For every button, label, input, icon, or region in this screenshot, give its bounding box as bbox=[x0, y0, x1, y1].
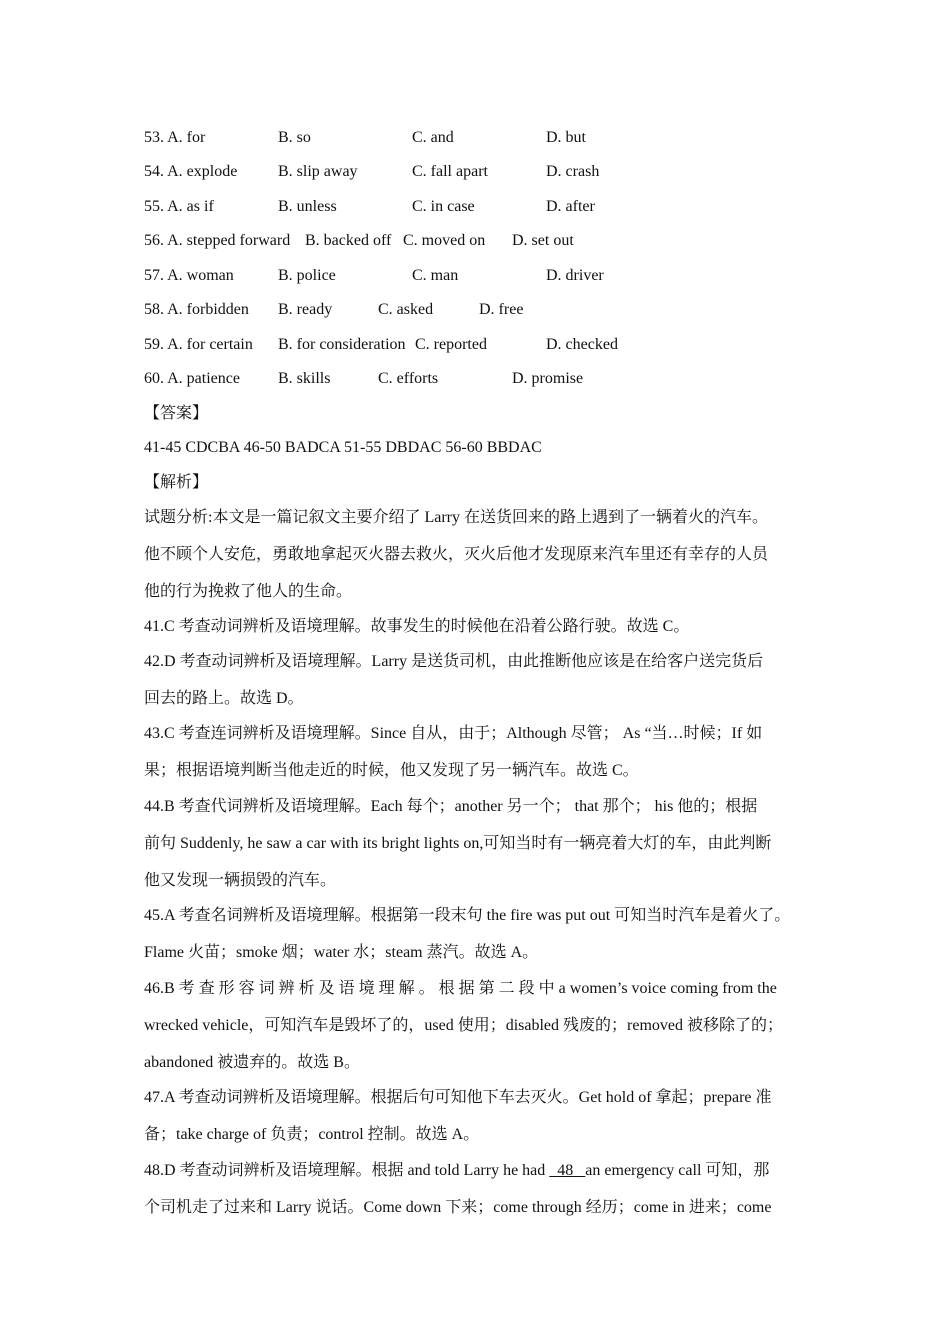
option-d: D. after bbox=[546, 198, 595, 215]
option-d: D. set out bbox=[512, 232, 574, 249]
explanation-48 bbox=[144, 1161, 816, 1181]
explanation-44: 44.B 考查代词辨析及语境理解。Each 每个；another 另一个； that 那个； his 他的；根据 bbox=[144, 798, 758, 815]
option-b: B. skills bbox=[278, 370, 331, 387]
analysis-line: 他的行为挽救了他人的生命。 bbox=[144, 583, 353, 600]
analysis-line: Flame 火苗；smoke 烟；water 水；steam 蒸汽。故选 A。 bbox=[144, 944, 539, 961]
explanation-42: 42.D 考查动词辨析及语境理解。Larry 是送货司机，由此推断他应该是在给客户送完货后 bbox=[144, 653, 764, 670]
option-a: 55. A. as if bbox=[144, 198, 214, 215]
analysis-line: 前句 Suddenly, he saw a car with its bright lights on,可知当时有一辆亮着大灯的车，由此判断 bbox=[144, 835, 772, 852]
explanation-46: 46.B 考 查 形 容 词 辨 析 及 语 境 理 解 。 根 据 第 二 段 中 a women’s voice coming from the bbox=[144, 980, 777, 997]
option-b: B. backed off bbox=[305, 232, 392, 249]
option-a: 56. A. stepped forward bbox=[144, 232, 291, 249]
option-c: C. asked bbox=[378, 301, 434, 318]
option-a: 58. A. forbidden bbox=[144, 301, 249, 318]
option-d: D. but bbox=[546, 129, 586, 146]
explanation-47: 47.A 考查动词辨析及语境理解。根据后句可知他下车去灭火。Get hold of 拿起；prepare 准 bbox=[144, 1089, 772, 1106]
option-b: B. police bbox=[278, 267, 336, 284]
option-c: C. fall apart bbox=[412, 163, 488, 180]
analysis-line: 他又发现一辆损毁的汽车。 bbox=[144, 872, 337, 889]
option-c: C. and bbox=[412, 129, 454, 146]
option-b: B. unless bbox=[278, 198, 337, 215]
analysis-line: 个司机走了过来和 Larry 说话。Come down 下来；come through 经历；come in 进来；come bbox=[144, 1199, 772, 1216]
explanation-48-text: 48.D 考查动词辨析及语境理解。根据 and told Larry he had bbox=[144, 1162, 546, 1179]
option-d: D. promise bbox=[512, 370, 584, 387]
option-b: B. so bbox=[278, 129, 311, 146]
explanation-48-tail: an emergency call 可知，那 bbox=[585, 1162, 770, 1179]
explanation-45: 45.A 考查名词辨析及语境理解。根据第一段末句 the fire was put out 可知当时汽车是着火了。 bbox=[144, 907, 791, 924]
option-d: D. driver bbox=[546, 267, 604, 284]
option-d: D. free bbox=[479, 301, 524, 318]
option-b: B. slip away bbox=[278, 163, 358, 180]
analysis-heading: 【解析】 bbox=[144, 474, 209, 491]
option-c: C. reported bbox=[415, 336, 487, 353]
option-c: C. man bbox=[412, 267, 459, 284]
option-a: 57. A. woman bbox=[144, 267, 234, 284]
analysis-line: 试题分析:本文是一篇记叙文主要介绍了 Larry 在送货回来的路上遇到了一辆着火的汽车。 bbox=[144, 509, 768, 526]
analysis-line: abandoned 被遗弃的。故选 B。 bbox=[144, 1054, 360, 1071]
answer-key: 41-45 CDCBA 46-50 BADCA 51-55 DBDAC 56-60 BBDAC bbox=[144, 439, 542, 456]
explanation-41: 41.C 考查动词辨析及语境理解。故事发生的时候他在沿着公路行驶。故选 C。 bbox=[144, 618, 690, 635]
analysis-line: 他不顾个人安危，勇敢地拿起灭火器去救火，灭火后他才发现原来汽车里还有幸存的人员 bbox=[144, 546, 769, 563]
option-a: 60. A. patience bbox=[144, 370, 240, 387]
option-d: D. crash bbox=[546, 163, 600, 180]
answer-heading: 【答案】 bbox=[144, 405, 209, 422]
option-c: C. in case bbox=[412, 198, 475, 215]
blank-48: 48 bbox=[557, 1162, 574, 1179]
analysis-line: wrecked vehicle，可知汽车是毁坏了的，used 使用；disabled 残废的；removed 被移除了的； bbox=[144, 1017, 784, 1034]
option-a: 53. A. for bbox=[144, 129, 206, 146]
option-a: 54. A. explode bbox=[144, 163, 238, 180]
option-a: 59. A. for certain bbox=[144, 336, 253, 353]
option-d: D. checked bbox=[546, 336, 618, 353]
option-b: B. ready bbox=[278, 301, 333, 318]
explanation-43: 43.C 考查连词辨析及语境理解。Since 自从，由于；Although 尽管； As “当…时候；If 如 bbox=[144, 725, 763, 742]
option-c: C. moved on bbox=[403, 232, 486, 249]
option-c: C. efforts bbox=[378, 370, 439, 387]
analysis-line: 回去的路上。故选 D。 bbox=[144, 690, 304, 707]
analysis-line: 备；take charge of 负责；control 控制。故选 A。 bbox=[144, 1126, 480, 1143]
analysis-line: 果；根据语境判断当他走近的时候，他又发现了另一辆汽车。故选 C。 bbox=[144, 762, 639, 779]
option-b: B. for consideration bbox=[278, 336, 406, 353]
